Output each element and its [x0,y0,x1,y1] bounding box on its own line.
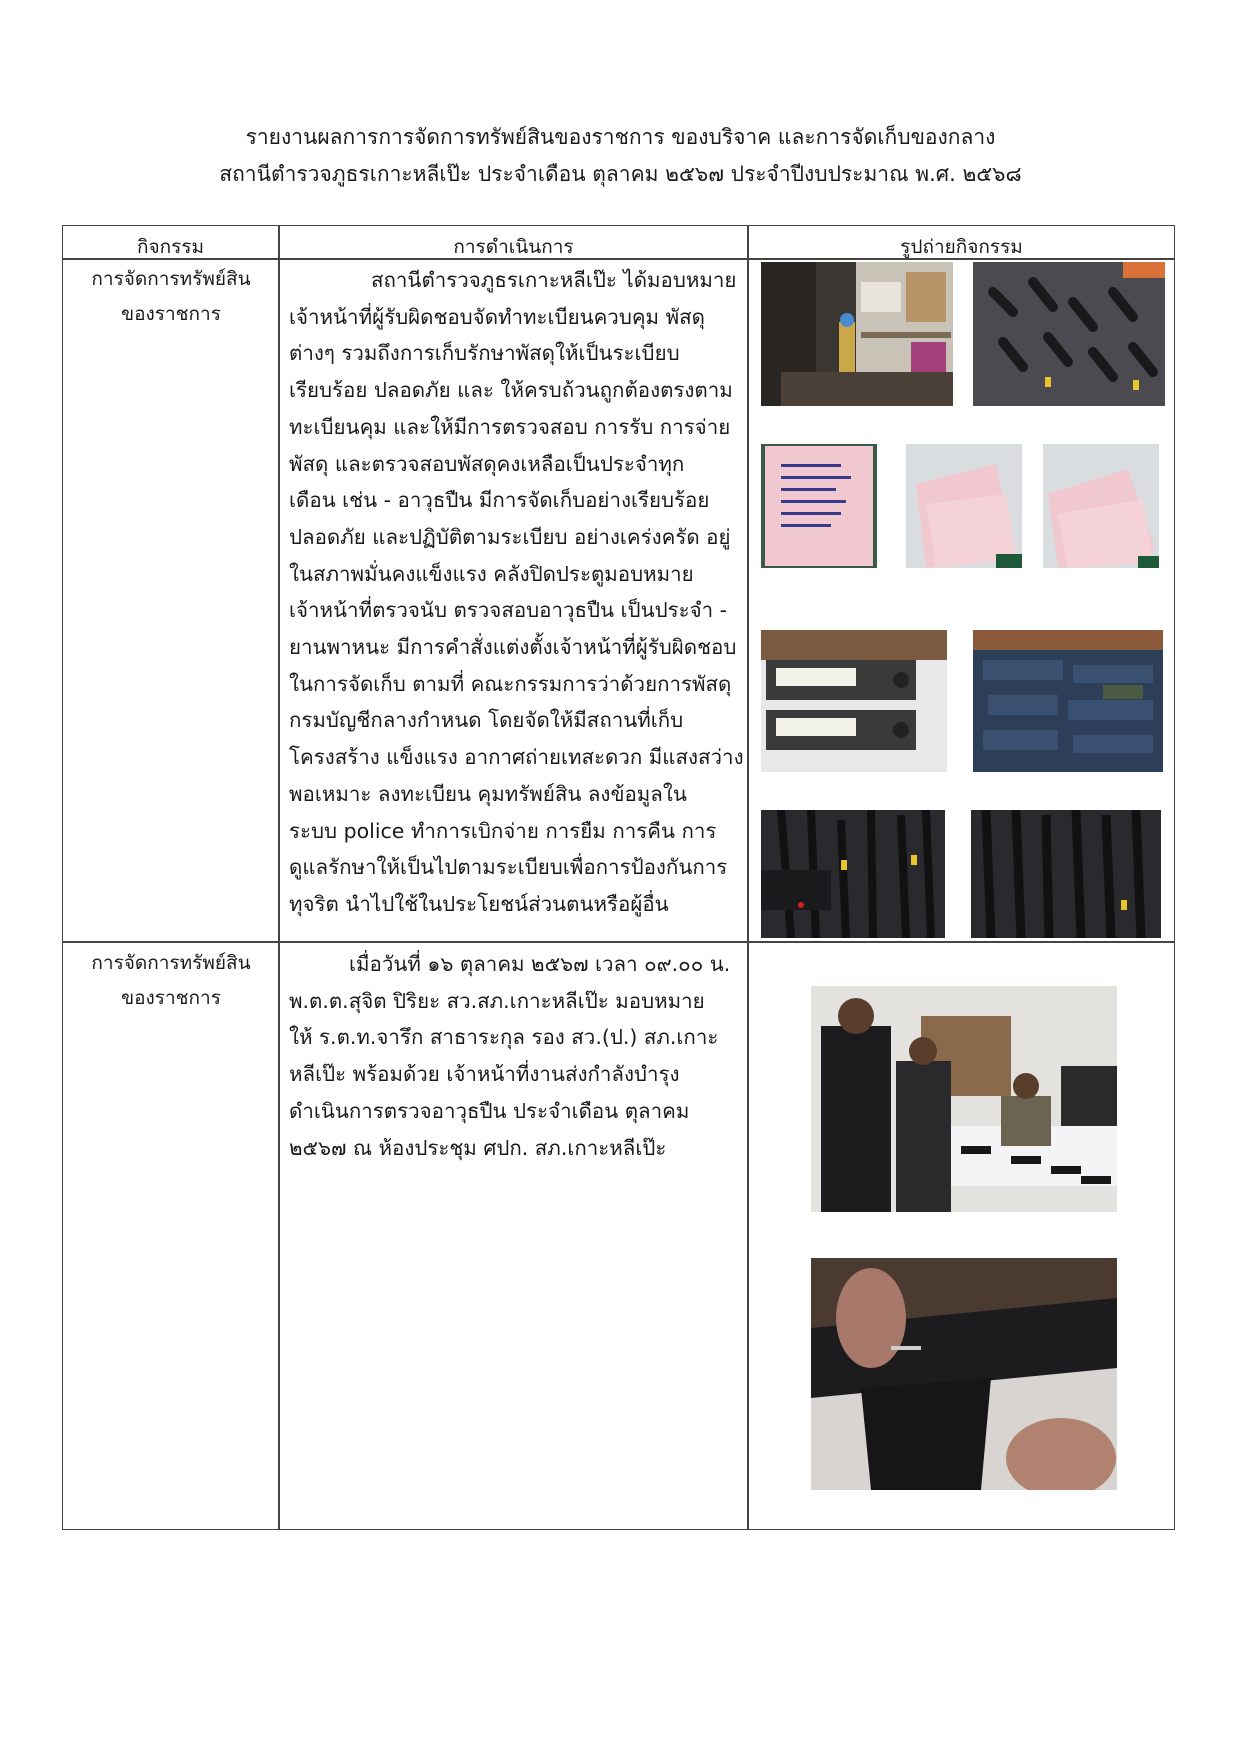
storage-room-photo [761,262,953,406]
row1-desc-line: เดือน เช่น - อาวุธปืน มีการจัดเก็บอย่างเรียบร้อย [289,488,710,513]
row1-desc-line: ดูแลรักษาให้เป็นไปตามระเบียบเพื่อการป้องกันการ [289,855,728,880]
row2-desc-line: พ.ต.ต.สุจิต ปิริยะ สว.สภ.เกาะหลีเป๊ะ มอบหมาย [289,988,705,1013]
row2-desc-line: หลีเป๊ะ พร้อมด้วย เจ้าหน้าที่งานส่งกำลังบำรุง [289,1062,680,1087]
row1-desc-line: ระบบ police ทำการเบิกจ่าย การยืม การคืน การ [289,818,717,843]
row2-activity-line: ของราชการ [121,987,221,1009]
gun-rack-photo [973,262,1165,406]
register-cover-photo [761,444,877,568]
row1-desc-line: เจ้าหน้าที่ผู้รับผิดชอบจัดทำทะเบียนควบคุม พัสดุ [289,304,705,329]
rifle-rack-photo-2 [971,810,1161,938]
row-divider [63,941,1174,943]
row1-desc-line: ทุจริต นำไปใช้ในประโยชน์ส่วนตนหรือผู้อื่น [289,891,669,916]
column-divider [278,226,280,1529]
row1-activity-line: ของราชการ [121,303,221,325]
row1-activity-line: การจัดการทรัพย์สิน [91,268,251,290]
row2-desc-line: ดำเนินการตรวจอาวุธปืน ประจำเดือน ตุลาคม [289,1098,690,1123]
document-title-line-1: รายงานผลการการจัดการทรัพย์สินของราชการ ของบริจาค และการจัดเก็บของกลาง [245,125,996,149]
row1-desc-line: เจ้าหน้าที่ตรวจนับ ตรวจสอบอาวุธปืน เป็นประจำ - [289,598,728,623]
gun-inspection-photo [811,986,1117,1212]
register-folders-photo [906,444,1022,568]
row1-desc-line: พอเหมาะ ลงทะเบียน คุมทรัพย์สิน ลงข้อมูลใน [289,781,687,806]
row2-desc-line: ให้ ร.ต.ท.จารึก สาธาระกุล รอง สว.(ป.) สภ.เกาะ [289,1025,719,1050]
row1-desc-line: เรียบร้อย ปลอดภัย และ ให้ครบถ้วนถูกต้องตรงตาม [289,378,733,403]
row1-desc-line: โครงสร้าง แข็งแรง อากาศถ่ายเทสะดวก มีแสงสว่าง [289,745,744,770]
rifle-rack-photo [761,810,945,938]
row1-desc-line: ทะเบียนคุม และให้มีการตรวจสอบ การรับ การจ่าย [289,414,731,439]
vehicle-binders-photo [761,630,947,772]
activity-report-table [62,225,1175,1530]
row1-desc-line: ยานพาหนะ มีการคำสั่งแต่งตั้งเจ้าหน้าที่ผู้รับผิดชอบ [289,635,737,660]
row1-desc-line: กรมบัญชีกลางกำหนด โดยจัดให้มีสถานที่เก็บ [289,708,684,733]
row1-desc-line: ในการจัดเก็บ ตามที่ คณะกรรมการว่าด้วยการพัสดุ [289,671,732,696]
register-folders-photo-2 [1043,444,1159,568]
row1-description [289,262,794,923]
row2-desc-line: เมื่อวันที่ ๑๖ ตุลาคม ๒๕๖๗ เวลา ๐๙.๐๐ น. [349,952,731,976]
uniforms-storage-photo [973,630,1163,772]
header-operation: การดำเนินการ [453,236,574,258]
row1-desc-line: ปลอดภัย และปฏิบัติตามระเบียบ อย่างเคร่งครัด อยู่ [289,524,731,549]
row1-desc-line: ในสภาพมั่นคงแข็งแรง คลังปิดประตูมอบหมาย [289,561,694,586]
row2-description [289,946,794,1166]
row2-desc-line: ๒๕๖๗ ณ ห้องประชุม ศปก. สภ.เกาะหลีเป๊ะ [289,1135,667,1160]
header-activity: กิจกรรม [136,236,205,258]
row2-activity [63,946,279,1016]
row2-activity-line: การจัดการทรัพย์สิน [91,952,251,974]
document-title-line-2: สถานีตำรวจภูธรเกาะหลีเป๊ะ ประจำเดือน ตุลาคม ๒๕๖๗ ประจำปีงบประมาณ พ.ศ. ๒๕๖๘ [219,162,1022,186]
row1-activity [63,262,279,332]
header-photos: รูปถ่ายกิจกรรม [900,236,1023,258]
row1-desc-line: ต่างๆ รวมถึงการเก็บรักษาพัสดุให้เป็นระเบียบ [289,341,680,366]
row1-desc-line: พัสดุ และตรวจสอบพัสดุคงเหลือเป็นประจำทุก [289,451,685,476]
pistol-closeup-photo [811,1258,1117,1490]
row1-desc-line: สถานีตำรวจภูธรเกาะหลีเป๊ะ ได้มอบหมาย [371,268,737,292]
